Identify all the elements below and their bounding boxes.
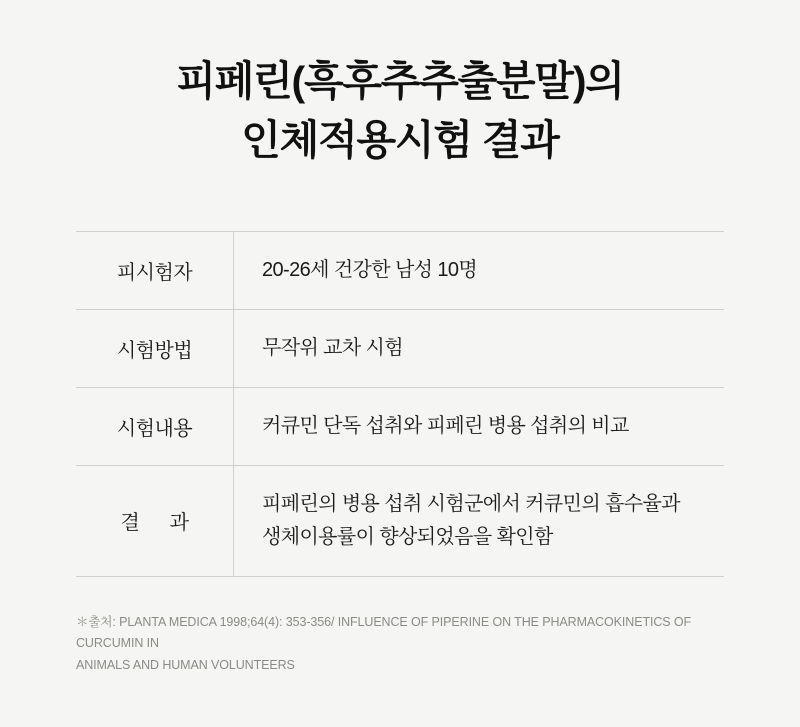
table-row	[76, 231, 724, 309]
source-footnote-line-2: ANIMALS AND HUMAN VOLUNTEERS	[76, 657, 295, 672]
row-value-line: 20-26세 건강한 남성 10명	[262, 258, 478, 281]
row-header-result: 결 과	[76, 465, 234, 576]
table-row	[76, 309, 724, 387]
page-title-line-2: 인체적용시험 결과	[241, 117, 559, 164]
source-footnote-line-1: ＊출처: PLANTA MEDICA 1998;64(4): 353-356/ INFLUENCE OF PIPERINE ON THE PHARMACOKINETICS OF CURCUMIN IN	[76, 615, 692, 651]
row-value-method	[234, 309, 725, 387]
page-title-line-1: 피페린(흑후추추출분말)의	[176, 58, 624, 104]
row-header-subjects: 피시험자	[76, 231, 234, 309]
page-title	[0, 0, 800, 171]
row-value-subjects	[234, 231, 725, 309]
row-value-result	[234, 465, 725, 576]
results-table-wrapper	[76, 231, 724, 577]
row-header-content: 시험내용	[76, 387, 234, 465]
source-footnote	[76, 612, 760, 676]
table-row	[76, 387, 724, 465]
row-value-line: 무작위 교차 시험	[262, 336, 403, 359]
row-value-line: 생체이용률이 향상되었음을 확인함	[262, 525, 553, 548]
row-value-line: 피페린의 병용 섭취 시험군에서 커큐민의 흡수율과	[262, 492, 680, 515]
table-row	[76, 465, 724, 576]
row-header-method: 시험방법	[76, 309, 234, 387]
results-table	[76, 231, 724, 577]
row-value-line: 커큐민 단독 섭취와 피페린 병용 섭취의 비교	[262, 414, 629, 437]
row-value-content	[234, 387, 725, 465]
